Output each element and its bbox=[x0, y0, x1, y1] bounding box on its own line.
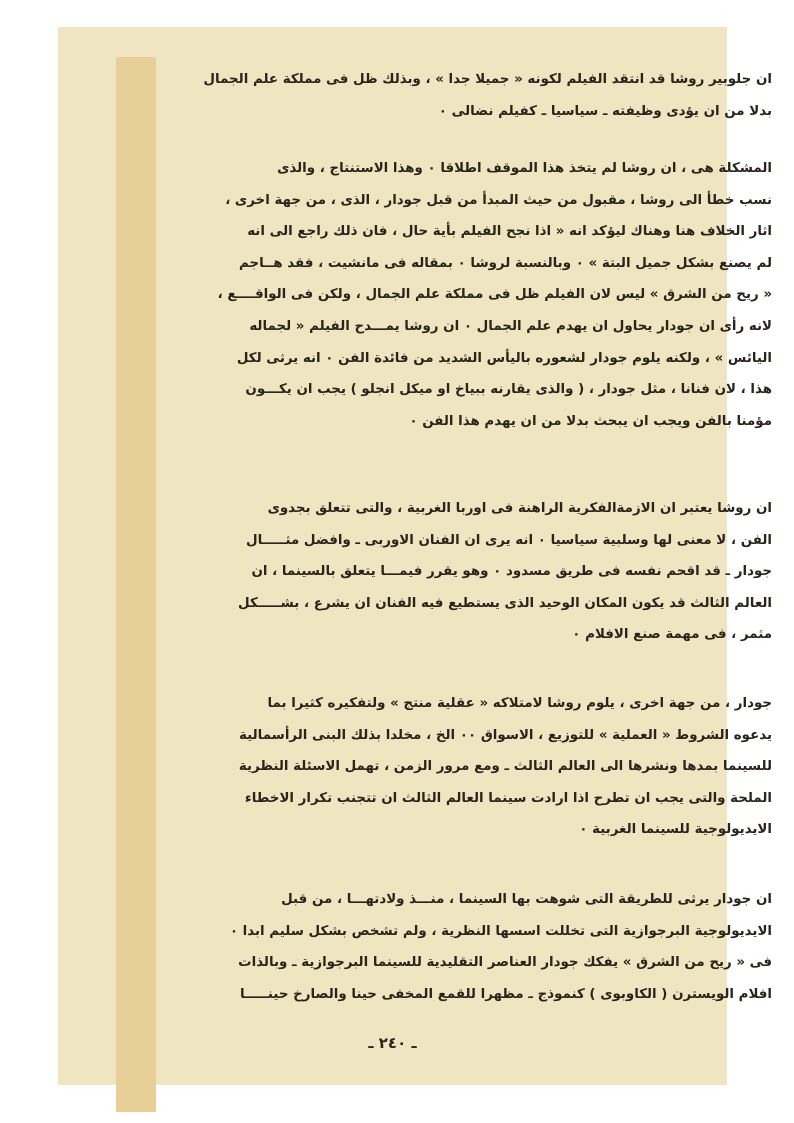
paragraph-4 bbox=[160, 688, 772, 846]
text-line: « ريح من الشرق » ليس لان الفيلم ظل فى مملكة علم الجمال ، ولكن فى الواقــــع ، bbox=[217, 287, 772, 303]
text-line: لم يصنع بشكل جميل البتة » ٠ وبالنسبة لروشا ٠ بمقاله فى مانشيت ، فقد هــاجم bbox=[238, 255, 772, 271]
page-edge-shade bbox=[116, 57, 156, 1112]
text-line: لانه رأى ان جودار يحاول ان يهدم علم الجمال ٠ ان روشا يمـــدح الفيلم « لجماله bbox=[249, 318, 772, 334]
text-line: هذا ، لان فنانا ، مثل جودار ، ( والذى يقارنه ببياخ او ميكل انجلو ) يجب ان يكـــون bbox=[245, 382, 772, 398]
paragraph-2 bbox=[160, 153, 772, 437]
text-line: الايديولوجية البرجوازية التى تخللت اسسها النظرية ، ولم تشخص بشكل سليم ابدا ٠ bbox=[229, 923, 772, 939]
text-line: ان جلوبير روشا قد انتقد الفيلم لكونه « جميلا جدا » ، وبذلك ظل فى مملكة علم الجمال bbox=[203, 72, 772, 87]
text-line: الملحة والتى يجب ان تطرح اذا ارادت سينما العالم الثالث ان تتجنب تكرار الاخطاء bbox=[244, 790, 772, 806]
scanned-page bbox=[58, 27, 772, 1085]
text-line: جودار ـ قد اقحم نفسه فى طريق مسدود ٠ وهو يقرر فيمـــا يتعلق بالسينما ، ان bbox=[251, 564, 772, 580]
text-line: مثمر ، فى مهمة صنع الافلام ٠ bbox=[572, 627, 772, 643]
text-line: مؤمنا بالفن ويجب ان يبحث بدلا من ان يهدم هذا الفن ٠ bbox=[409, 413, 772, 429]
text-line: اثار الخلاف هنا وهناك ليؤكد انه « اذا نجح الفيلم بأية حال ، فان ذلك راجع الى انه bbox=[247, 224, 772, 240]
text-line: نسب خطأ الى روشا ، مقبول من حيث المبدأ من قبل جودار ، الذى ، من جهة اخرى ، bbox=[225, 192, 772, 208]
text-line: جودار ، من جهة اخرى ، يلوم روشا لامتلاكه « عقلية منتج » ولتفكيره كثيرا بما bbox=[267, 696, 772, 711]
paragraph-1 bbox=[160, 64, 772, 127]
text-line: فى « ريح من الشرق » يفكك جودار العناصر التقليدية للسينما البرجوازية ـ وبالذات bbox=[238, 955, 772, 971]
paragraph-3 bbox=[160, 493, 772, 651]
text-line: بدلا من ان يؤدى وظيفته ـ سياسيا ـ كفيلم نضالى ٠ bbox=[438, 103, 772, 119]
page-number: ـ ٢٤٠ ـ bbox=[368, 1034, 417, 1052]
text-line: ان جودار يرثى للطريقة التى شوهت بها السينما ، منـــذ ولادتهـــا ، من قبل bbox=[281, 892, 772, 907]
text-line: الايديولوجية للسينما الغربية ٠ bbox=[579, 822, 772, 838]
text-line: يدعوه الشروط « العملية » للتوزيع ، الاسواق ٠٠ الخ ، مخلدا بذلك البنى الرأسمالية bbox=[239, 727, 772, 743]
paragraph-5 bbox=[160, 884, 772, 1010]
text-line: ان روشا يعتبر ان الازمةالفكرية الراهنة فى اوربا الغربية ، والتى تتعلق بجدوى bbox=[267, 501, 772, 516]
text-line: الفن ، لا معنى لها وسلبية سياسيا ٠ انه يرى ان الفنان الاوربى ـ وافضل مثـــــال bbox=[245, 532, 772, 548]
text-line: للسينما بمدها ونشرها الى العالم الثالث ـ ومع مرور الزمن ، تهمل الاسئلة النظرية bbox=[238, 759, 772, 775]
text-line: اليائس » ، ولكنه يلوم جودار لشعوره باليأس الشديد من فائدة الفن ٠ انه يرثى لكل bbox=[236, 350, 772, 366]
text-line: افلام الويسترن ( الكاوبوى ) كنموذج ـ مظهرا للقمع المخفى حينا والصارخ حينـــــا bbox=[239, 986, 772, 1002]
text-line: المشكلة هى ، ان روشا لم يتخذ هذا الموقف اطلاقا ٠ وهذا الاستنتاج ، والذى bbox=[277, 161, 772, 176]
text-line: العالم الثالث قد يكون المكان الوحيد الذى يستطيع فيه الفنان ان يشرع ، بشـــــكل bbox=[238, 595, 772, 611]
